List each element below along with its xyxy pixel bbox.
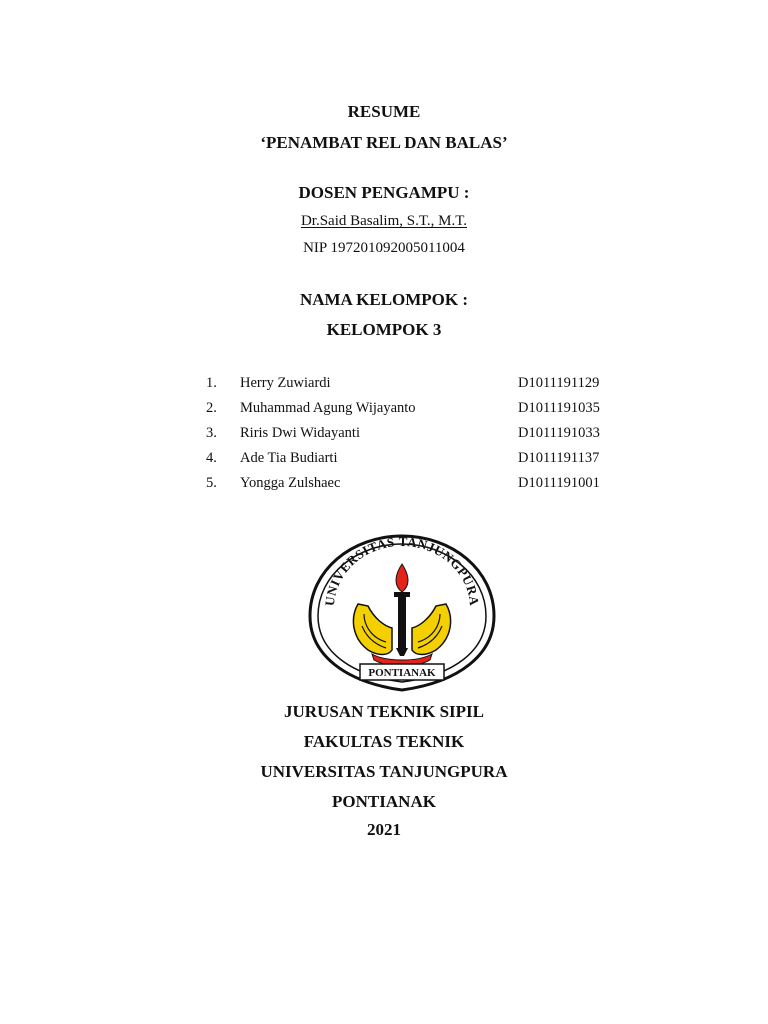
group-heading: NAMA KELOMPOK :: [299, 290, 469, 309]
faculty: FAKULTAS TEKNIK: [303, 732, 465, 751]
member-number: 2.: [206, 400, 217, 416]
member-number: 4.: [206, 450, 217, 466]
member-name: Muhammad Agung Wijayanto: [240, 400, 416, 416]
lecturer-heading: DOSEN PENGAMPU :: [298, 183, 470, 202]
document-title: RESUME: [347, 102, 421, 121]
group-name: KELOMPOK 3: [326, 320, 442, 339]
university: UNIVERSITAS TANJUNGPURA: [260, 762, 508, 781]
university-logo: [302, 530, 502, 694]
lecturer-nip: NIP 197201092005011004: [303, 240, 465, 256]
member-nim: D1011191035: [518, 400, 600, 416]
member-name: Riris Dwi Widayanti: [240, 425, 360, 441]
member-name: Ade Tia Budiarti: [240, 450, 338, 466]
member-nim: D1011191129: [518, 375, 600, 391]
member-row: [0, 395, 768, 420]
member-nim: D1011191001: [518, 475, 600, 491]
city: PONTIANAK: [332, 792, 436, 811]
department: JURUSAN TEKNIK SIPIL: [284, 702, 484, 721]
member-row: [0, 420, 768, 445]
member-nim: D1011191033: [518, 425, 600, 441]
member-number: 3.: [206, 425, 217, 441]
year: 2021: [367, 820, 401, 839]
member-number: 5.: [206, 475, 217, 491]
member-row: [0, 445, 768, 470]
member-number: 1.: [206, 375, 217, 391]
member-list: [0, 370, 768, 495]
document-subtitle: ‘PENAMBAT REL DAN BALAS’: [260, 133, 508, 152]
torch-icon: [398, 592, 406, 648]
logo-arc-text: UNIVERSITAS TANJUNGPURA: [321, 533, 483, 607]
lecturer-name: Dr.Said Basalim, S.T., M.T.: [300, 213, 468, 229]
logo-banner-text: PONTIANAK: [368, 667, 436, 679]
member-nim: D1011191137: [518, 450, 600, 466]
member-name: Herry Zuwiardi: [240, 375, 331, 391]
member-row: [0, 370, 768, 395]
member-name: Yongga Zulshaec: [240, 475, 341, 491]
member-row: [0, 470, 768, 495]
